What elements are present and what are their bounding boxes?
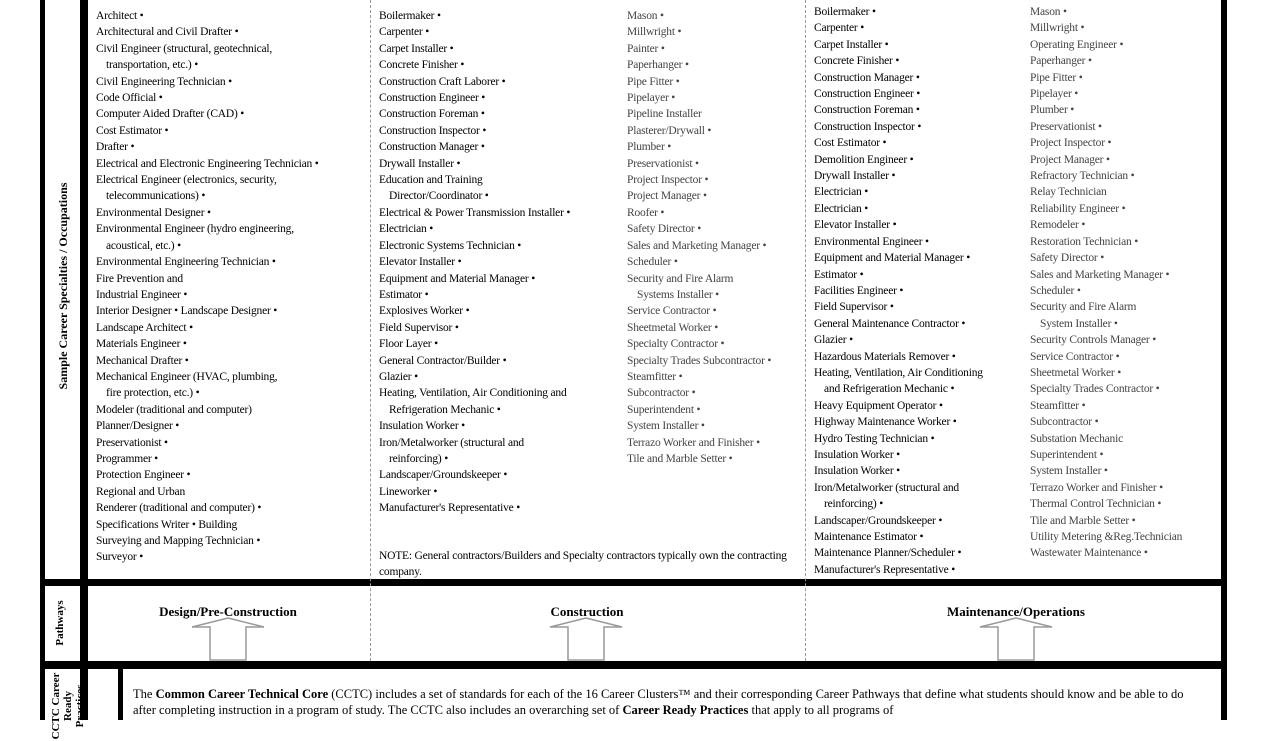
occupation-item: Carpenter • xyxy=(814,22,865,35)
occupation-item: Industrial Engineer • xyxy=(96,288,188,301)
occupation-item: Terrazo Worker and Finisher • xyxy=(627,436,760,449)
occupation-item: Environmental Engineer • xyxy=(814,235,929,248)
occupation-item: Specifications Writer • Building xyxy=(96,518,237,531)
occupation-item: Drywall Installer • xyxy=(379,157,461,170)
occupation-item: reinforcing) • xyxy=(389,452,449,465)
occupation-item: Millwright • xyxy=(627,26,682,39)
occupation-item: Steamfitter • xyxy=(1030,399,1086,412)
frame-left-outer xyxy=(40,0,45,720)
occupation-item: Plasterer/Drywall • xyxy=(627,124,712,137)
pathway-construction-label: Construction xyxy=(550,604,624,619)
design-pathway-arrow xyxy=(190,617,266,661)
occupation-item: Superintendent • xyxy=(1030,448,1104,461)
occupation-item: Construction Engineer • xyxy=(814,88,921,101)
occupation-item: Interior Designer • Landscape Designer • xyxy=(96,305,278,318)
occupation-item: Pipe Fitter • xyxy=(1030,71,1083,84)
occupation-item: Concrete Finisher • xyxy=(814,55,900,68)
occupation-item: Fire Prevention and xyxy=(96,272,183,285)
cctc-text-2: (CCTC) includes a set of standards for each of the 16 Career Clusters™ and their corresponding Career Pathways that define what students should know and be able to do after completing instruction in a program of study. The CCTC also includes an overarching set of xyxy=(133,687,1184,717)
occupation-item: Highway Maintenance Worker • xyxy=(814,416,957,429)
occupation-item: General Contractor/Builder • xyxy=(379,354,507,367)
occupation-item: Safety Director • xyxy=(1030,252,1105,265)
occupation-item: Maintenance Planner/Scheduler • xyxy=(814,547,962,560)
occupation-item: Safety Director • xyxy=(627,223,702,236)
occupation-item: Specialty Trades Subcontractor • xyxy=(627,354,772,367)
occupation-item: Planner/Designer • xyxy=(96,420,180,433)
occupation-item: Landscaper/Groundskeeper • xyxy=(379,469,508,482)
occupation-item: Pipe Fitter • xyxy=(627,75,680,88)
cctc-text-1: The xyxy=(133,687,156,701)
construction-note: NOTE: General contractors/Builders and Specialty contractors typically own the contracting company. xyxy=(379,550,787,578)
construction-occupations-list-1 xyxy=(379,8,570,517)
occupation-item: Sales and Marketing Manager • xyxy=(627,239,767,252)
occupation-item: Construction Foreman • xyxy=(814,104,920,117)
occupation-item: Relay Technician xyxy=(1030,186,1107,199)
occupation-item: Equipment and Material Manager • xyxy=(379,272,536,285)
occupation-item: System Installer • xyxy=(1030,465,1108,478)
occupation-item: fire protection, etc.) • xyxy=(106,387,200,400)
occupation-item: Operating Engineer • xyxy=(1030,38,1124,51)
occupation-item: Elevator Installer • xyxy=(814,219,897,232)
occupation-item: Mason • xyxy=(627,10,664,22)
occupation-item: Pipelayer • xyxy=(1030,88,1079,101)
occupation-item: Landscaper/Groundskeeper • xyxy=(814,514,943,527)
occupation-item: Project Inspector • xyxy=(1030,137,1112,150)
occupation-item: Renderer (traditional and computer) • xyxy=(96,502,262,515)
occupation-item: Subcontractor • xyxy=(1030,416,1099,429)
occupation-item: Specialty Contractor • xyxy=(627,338,725,351)
occupation-item: Wastewater Maintenance • xyxy=(1030,547,1148,560)
occupation-item: Drywall Installer • xyxy=(814,170,896,183)
cctc-label-divider xyxy=(118,669,123,720)
occupation-item: Security and Fire Alarm xyxy=(627,272,734,285)
occupation-item: Scheduler • xyxy=(627,256,678,269)
occupation-item: Manufacturer's Representative • xyxy=(814,563,956,576)
occupation-item: Construction Engineer • xyxy=(379,92,486,105)
occupation-item: Civil Engineer (structural, geotechnical, xyxy=(96,42,273,55)
occupation-item: Hydro Testing Technician • xyxy=(814,432,935,445)
occupation-item: Superintendent • xyxy=(627,403,701,416)
cctc-bold-1: Common Career Technical Core xyxy=(155,687,329,701)
occupation-item: Mason • xyxy=(1030,6,1067,18)
occupation-item: Sales and Marketing Manager • xyxy=(1030,268,1170,281)
occupation-item: Electrician • xyxy=(814,202,869,215)
occupation-item: Education and Training xyxy=(379,174,483,187)
occupation-item: Tile and Marble Setter • xyxy=(1030,514,1136,527)
occupation-item: Millwright • xyxy=(1030,22,1085,35)
occupation-item: Iron/Metalworker (structural and xyxy=(814,481,959,494)
occupation-item: Heavy Equipment Operator • xyxy=(814,399,943,412)
occupation-item: Architectural and Civil Drafter • xyxy=(96,26,239,39)
occupation-item: Computer Aided Drafter (CAD) • xyxy=(96,108,245,121)
occupation-item: Drafter • xyxy=(96,141,135,154)
cctc-description xyxy=(133,686,1208,718)
cctc-side-label-text: CCTC Career Ready Practices xyxy=(50,672,86,740)
occupation-item: Modeler (traditional and computer) xyxy=(96,403,252,416)
column-divider-1 xyxy=(370,0,371,661)
occupation-item: Preservationist • xyxy=(627,157,699,170)
occupation-item: Manufacturer's Representative • xyxy=(379,502,521,515)
occupation-item: Steamfitter • xyxy=(627,370,683,383)
occupation-item: Pipelayer • xyxy=(627,92,676,105)
occupation-item: Architect • xyxy=(96,10,144,22)
frame-left-inner xyxy=(80,0,88,720)
occupation-item: Security and Fire Alarm xyxy=(1030,301,1137,314)
occupation-item: Surveyor • xyxy=(96,551,144,564)
occupation-item: Boilermaker • xyxy=(379,10,441,22)
occupation-item: Estimator • xyxy=(814,268,864,281)
occupation-item: Cost Estimator • xyxy=(96,124,169,137)
occupation-item: Insulation Worker • xyxy=(379,420,465,433)
occupation-item: General Maintenance Contractor • xyxy=(814,317,966,330)
occupation-item: Regional and Urban xyxy=(96,485,186,498)
cctc-side-label xyxy=(50,671,90,741)
occupation-item: Glazier • xyxy=(379,370,418,383)
occupation-item: Insulation Worker • xyxy=(814,448,900,461)
occupation-item: Refrigeration Mechanic • xyxy=(389,403,501,416)
occupation-item: Terrazo Worker and Finisher • xyxy=(1030,481,1163,494)
occupation-item: Environmental Designer • xyxy=(96,206,211,219)
occupation-item: Electrician • xyxy=(379,223,434,236)
occupation-item: Paperhanger • xyxy=(627,59,689,72)
occupation-item: Reliability Engineer • xyxy=(1030,202,1126,215)
occupation-item: Sheetmetal Worker • xyxy=(627,321,719,334)
occupation-item: System Installer • xyxy=(1040,317,1118,330)
occupation-item: Sheetmetal Worker • xyxy=(1030,366,1122,379)
occupation-item: Service Contractor • xyxy=(627,305,717,318)
construction-pathway-arrow xyxy=(548,617,624,661)
occupation-item: Director/Coordinator • xyxy=(389,190,489,203)
occupation-item: Civil Engineering Technician • xyxy=(96,75,232,88)
maintenance-pathway-arrow xyxy=(978,617,1054,661)
column-divider-2 xyxy=(805,0,806,661)
design-occupations-list xyxy=(96,8,319,566)
occupation-item: Glazier • xyxy=(814,334,853,347)
occupation-item: Electrical and Electronic Engineering Technician • xyxy=(96,157,319,170)
occupation-item: Programmer • xyxy=(96,452,158,465)
occupation-item: Preservationist • xyxy=(1030,120,1102,133)
occupation-item: Concrete Finisher • xyxy=(379,59,465,72)
pathways-side-label: Pathways xyxy=(54,600,66,646)
occupation-item: Electrician • xyxy=(814,186,869,199)
cctc-bold-2: Career Ready Practices xyxy=(622,703,749,717)
occupation-item: Materials Engineer • xyxy=(96,338,187,351)
occupation-item: Plumber • xyxy=(1030,104,1075,117)
maintenance-occupations-list-2 xyxy=(1030,4,1182,562)
cctc-text-3: that apply to all programs of xyxy=(748,703,894,717)
occupation-item: Hazardous Materials Remover • xyxy=(814,350,956,363)
occupation-item: Carpet Installer • xyxy=(814,38,889,51)
occupation-item: Surveying and Mapping Technician • xyxy=(96,535,261,547)
occupation-item: Demolition Engineer • xyxy=(814,153,914,166)
occupation-item: Specialty Trades Contractor • xyxy=(1030,383,1160,396)
occupation-item: Construction Manager • xyxy=(379,141,485,154)
occupation-item: Boilermaker • xyxy=(814,6,876,18)
occupation-item: Insulation Worker • xyxy=(814,465,900,478)
occupation-item: Painter • xyxy=(627,42,665,55)
occupation-item: Electrical Engineer (electronics, security, xyxy=(96,174,277,187)
occupation-item: Security Controls Manager • xyxy=(1030,334,1157,347)
occupation-item: Project Manager • xyxy=(627,190,707,203)
pathway-design-label: Design/Pre-Construction xyxy=(159,604,297,619)
occupation-item: Maintenance Estimator • xyxy=(814,531,924,543)
occupation-item: Cost Estimator • xyxy=(814,137,887,150)
occupation-item: Substation Mechanic xyxy=(1030,432,1123,445)
occupation-item: Field Supervisor • xyxy=(379,321,459,334)
occupation-item: Systems Installer • xyxy=(637,288,719,301)
occupation-item: Refractory Technician • xyxy=(1030,170,1135,183)
occupation-item: Explosives Worker • xyxy=(379,305,470,318)
occupation-item: Construction Manager • xyxy=(814,71,920,84)
occupation-item: Estimator • xyxy=(379,288,429,301)
occupation-item: Electrical & Power Transmission Installer • xyxy=(379,206,571,219)
occupation-item: Protection Engineer • xyxy=(96,469,191,482)
occupation-item: Code Official • xyxy=(96,92,163,105)
occupation-item: Scheduler • xyxy=(1030,284,1081,297)
pathway-maintenance-label: Maintenance/Operations xyxy=(947,604,1085,619)
occupations-side-label: Sample Career Specialties / Occupations xyxy=(56,182,70,390)
occupation-item: Paperhanger • xyxy=(1030,55,1092,68)
occupation-item: Field Supervisor • xyxy=(814,301,894,314)
occupation-item: and Refrigeration Mechanic • xyxy=(824,383,955,396)
occupation-item: Mechanical Engineer (HVAC, plumbing, xyxy=(96,370,278,383)
occupation-item: Project Manager • xyxy=(1030,153,1110,166)
occupation-item: telecommunications) • xyxy=(106,190,206,203)
occupation-item: Environmental Engineer (hydro engineering, xyxy=(96,223,294,236)
occupation-item: Thermal Control Technician • xyxy=(1030,498,1162,511)
occupation-item: acoustical, etc.) • xyxy=(106,239,181,252)
occupation-item: Mechanical Drafter • xyxy=(96,354,189,367)
occupation-item: Iron/Metalworker (structural and xyxy=(379,436,524,449)
occupation-item: Elevator Installer • xyxy=(379,256,462,269)
occupation-item: Floor Layer • xyxy=(379,338,438,351)
occupation-item: Remodeler • xyxy=(1030,219,1086,232)
divider-occupations-pathways xyxy=(40,579,1227,586)
occupation-item: Carpet Installer • xyxy=(379,42,454,55)
occupation-item: Preservationist • xyxy=(96,436,168,449)
occupation-item: Construction Foreman • xyxy=(379,108,485,121)
occupation-item: Tile and Marble Setter • xyxy=(627,452,733,465)
occupation-item: Subcontractor • xyxy=(627,387,696,400)
occupation-item: Construction Craft Laborer • xyxy=(379,75,506,88)
occupation-item: Plumber • xyxy=(627,141,672,154)
construction-occupations-list-2 xyxy=(627,8,771,467)
occupation-item: reinforcing) • xyxy=(824,498,884,511)
occupation-item: transportation, etc.) • xyxy=(106,59,199,72)
occupation-item: Roofer • xyxy=(627,206,665,219)
occupation-item: Carpenter • xyxy=(379,26,430,39)
occupation-item: Construction Inspector • xyxy=(814,120,922,133)
occupation-item: Pipeline Installer xyxy=(627,108,702,121)
occupation-item: Lineworker • xyxy=(379,485,438,498)
occupation-item: Construction Inspector • xyxy=(379,124,487,137)
frame-right xyxy=(1221,0,1227,720)
occupation-item: Equipment and Material Manager • xyxy=(814,252,971,265)
maintenance-occupations-list-1 xyxy=(814,4,983,578)
occupation-item: System Installer • xyxy=(627,420,705,433)
occupation-item: Electronic Systems Technician • xyxy=(379,239,522,252)
occupation-item: Restoration Technician • xyxy=(1030,235,1139,248)
occupation-item: Environmental Engineering Technician • xyxy=(96,256,276,269)
occupation-item: Service Contractor • xyxy=(1030,350,1120,363)
occupation-item: Utility Metering &Reg.Technician xyxy=(1030,531,1183,543)
occupation-item: Facilities Engineer • xyxy=(814,284,904,297)
divider-pathways-cctc xyxy=(40,661,1227,669)
occupation-item: Heating, Ventilation, Air Conditioning xyxy=(814,366,983,379)
occupation-item: Heating, Ventilation, Air Conditioning and xyxy=(379,387,567,400)
occupation-item: Landscape Architect • xyxy=(96,321,193,334)
occupation-item: Project Inspector • xyxy=(627,174,709,187)
